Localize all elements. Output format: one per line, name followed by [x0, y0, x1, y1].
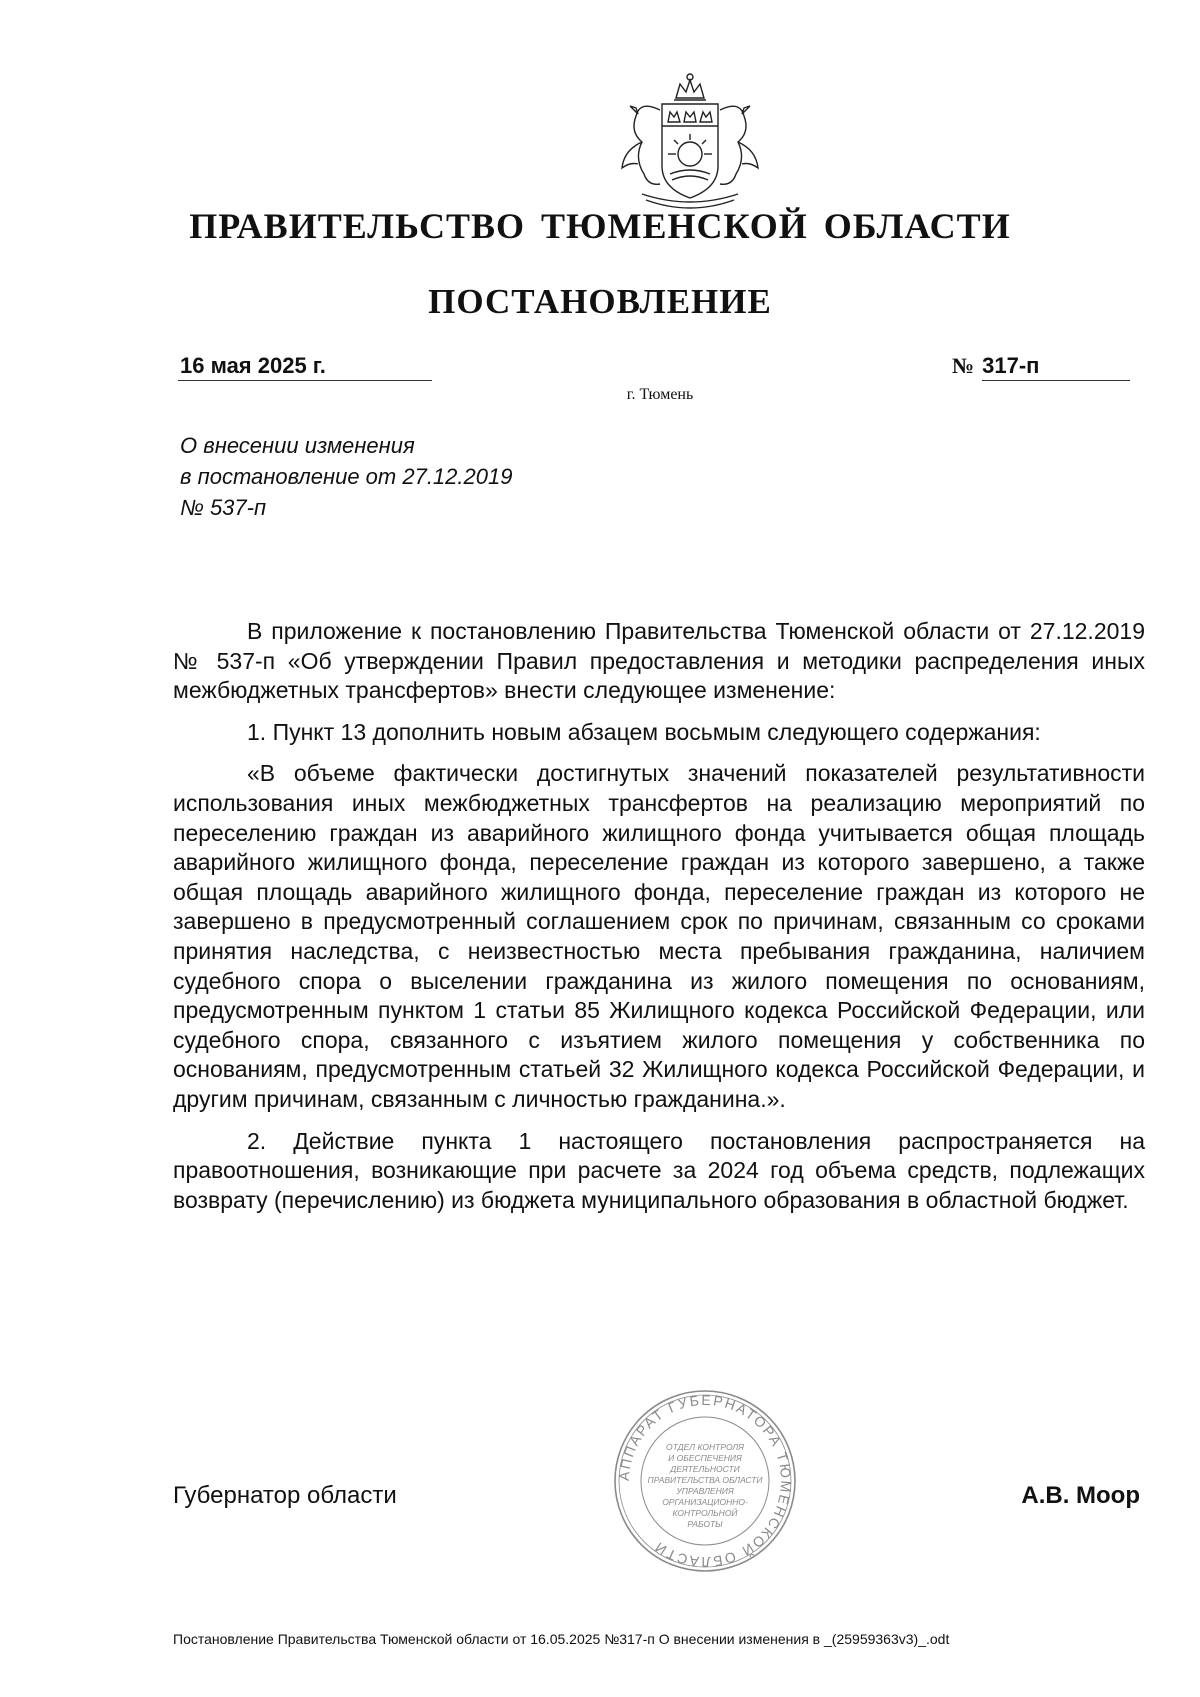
seal-inner-line: И ОБЕСПЕЧЕНИЯ	[668, 1453, 742, 1463]
body-paragraph: В приложение к постановлению Правительства Тюменской области от 27.12.2019 № 537-п «Об утверждении Правил предоставления и методики распределения иных межбюджетных трансфертов» внести следующее изменение:	[173, 618, 1145, 704]
official-round-seal-icon	[612, 1388, 798, 1574]
document-number: 317-п	[982, 353, 1130, 381]
document-footer: Постановление Правительства Тюменской области от 16.05.2025 №317-п О внесении изменения в _(25959363v3)_.odt	[173, 1631, 950, 1647]
document-subject	[180, 430, 512, 523]
tyumen-oblast-coat-of-arms-icon	[590, 70, 790, 220]
signer-title: Губернатор области	[173, 1482, 397, 1509]
seal-inner-line: ДЕЯТЕЛЬНОСТИ	[670, 1464, 740, 1474]
seal-inner-line: ОРГАНИЗАЦИОННО-	[662, 1497, 748, 1507]
signer-name: А.В. Моор	[1021, 1482, 1140, 1509]
body-paragraph: 1. Пункт 13 дополнить новым абзацем восьмым следующего содержания:	[247, 718, 1041, 745]
seal-inner-line: ПРАВИТЕЛЬСТВА ОБЛАСТИ	[647, 1475, 763, 1485]
document-body	[173, 617, 1145, 1227]
seal-inner-line: РАБОТЫ	[687, 1519, 723, 1529]
government-title: ПРАВИТЕЛЬСТВО ТЮМЕНСКОЙ ОБЛАСТИ	[189, 206, 1011, 246]
body-paragraph: 2. Действие пункта 1 настоящего постановления распространяется на правоотношения, возникающие при расчете за 2024 год объема средств, подлежащих возврату (перечислению) из бюджета муниципального образования в областной бюджет.	[173, 1127, 1145, 1213]
subject-line: № 537-п	[180, 495, 267, 520]
subject-line: в постановление от 27.12.2019	[180, 464, 513, 489]
subject-line: О внесении изменения	[180, 433, 415, 458]
seal-inner-line: ОТДЕЛ КОНТРОЛЯ	[666, 1442, 744, 1452]
document-city: г. Тюмень	[626, 386, 694, 403]
document-number-field	[952, 353, 1138, 381]
seal-inner-line: КОНТРОЛЬНОЙ	[672, 1508, 738, 1518]
document-date: 16 мая 2025 г.	[178, 353, 432, 381]
seal-outer-text: АППАРАТ ГУБЕРНАТОРА ТЮМЕНСКОЙ ОБЛАСТИ	[615, 1391, 795, 1571]
seal-inner-line: УПРАВЛЕНИЯ	[676, 1486, 734, 1496]
document-type-title: ПОСТАНОВЛЕНИЕ	[428, 282, 772, 321]
number-sign: №	[952, 353, 975, 378]
body-paragraph: «В объеме фактически достигнутых значений показателей результативности использования иных межбюджетных трансфертов на реализацию мероприятий по переселению граждан из аварийного жилищного фонда учитывается общая площадь аварийного жилищного фонда, переселение граждан из которого завершено, а также общая площадь аварийного жилищного фонда, переселение граждан из которого не завершено в предусмотренный соглашением срок по причинам, связанным со сроками принятия наследства, с неизвестностью места пребывания гражданина, наличием судебного спора о выселении гражданина из жилого помещения по основаниям, предусмотренным пунктом 1 статьи 85 Жилищного кодекса Российской Федерации, или судебного спора, связанного с изъятием жилого помещения у собственника по основаниям, предусмотренным статьей 32 Жилищного кодекса Российской Федерации, и другим причинам, связанным с личностью гражданина.».	[173, 760, 1145, 1112]
